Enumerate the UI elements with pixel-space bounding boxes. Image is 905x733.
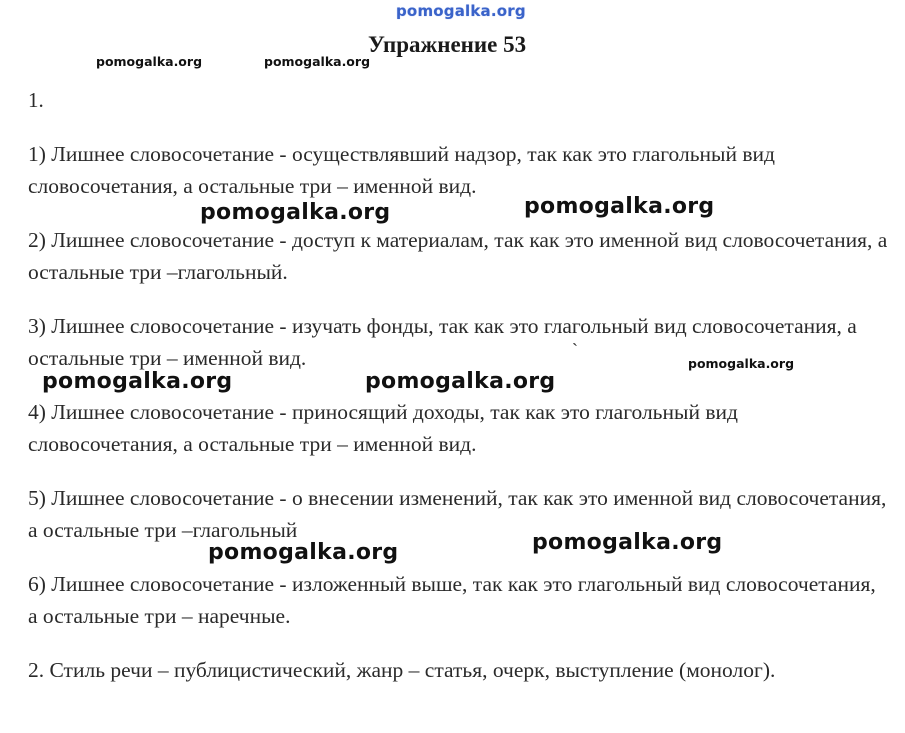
answer-item-2: 2) Лишнее словосочетание - доступ к материалам, так как это именной вид словосочетания, а остальные три –глагольный. bbox=[28, 228, 888, 284]
watermark-top: pomogalka.org bbox=[396, 2, 526, 20]
watermark-small-center: pomogalka.org bbox=[264, 54, 371, 69]
watermark-large-6: pomogalka.org bbox=[532, 530, 723, 555]
answer-item-6: 6) Лишнее словосочетание - изложенный выше, так как это глагольный вид словосочетания, а остальные три – наречные. bbox=[28, 572, 876, 628]
watermark-large-5: pomogalka.org bbox=[208, 540, 399, 565]
stray-mark: ` bbox=[572, 340, 578, 360]
answer-item-3: 3) Лишнее словосочетание - изучать фонды, так как это глагольный вид словосочетания, а остальные три – именной вид. bbox=[28, 314, 857, 370]
answer-item-4: 4) Лишнее словосочетание - приносящий доходы, так как это глагольный вид словосочетания, а остальные три – именной вид. bbox=[28, 400, 738, 456]
section-number: 1. bbox=[28, 88, 44, 112]
watermark-small-left: pomogalka.org bbox=[96, 54, 203, 69]
answer-item-5: 5) Лишнее словосочетание - о внесении изменений, так как это именной вид словосочетания, а остальные три –глагольный bbox=[28, 486, 887, 542]
answer-part-2: 2. Стиль речи – публицистический, жанр – статья, очерк, выступление (монолог). bbox=[28, 658, 776, 682]
watermark-large-2: pomogalka.org bbox=[524, 194, 715, 219]
page-title: Упражнение 53 bbox=[368, 32, 527, 57]
watermark-large-1: pomogalka.org bbox=[200, 200, 391, 225]
watermark-large-3: pomogalka.org bbox=[42, 369, 233, 394]
answer-item-1: 1) Лишнее словосочетание - осуществлявший надзор, так как это глагольный вид словосочетания, а остальные три – именной вид. bbox=[28, 142, 775, 198]
watermark-large-4: pomogalka.org bbox=[365, 369, 556, 394]
watermark-small-right: pomogalka.org bbox=[688, 356, 795, 371]
